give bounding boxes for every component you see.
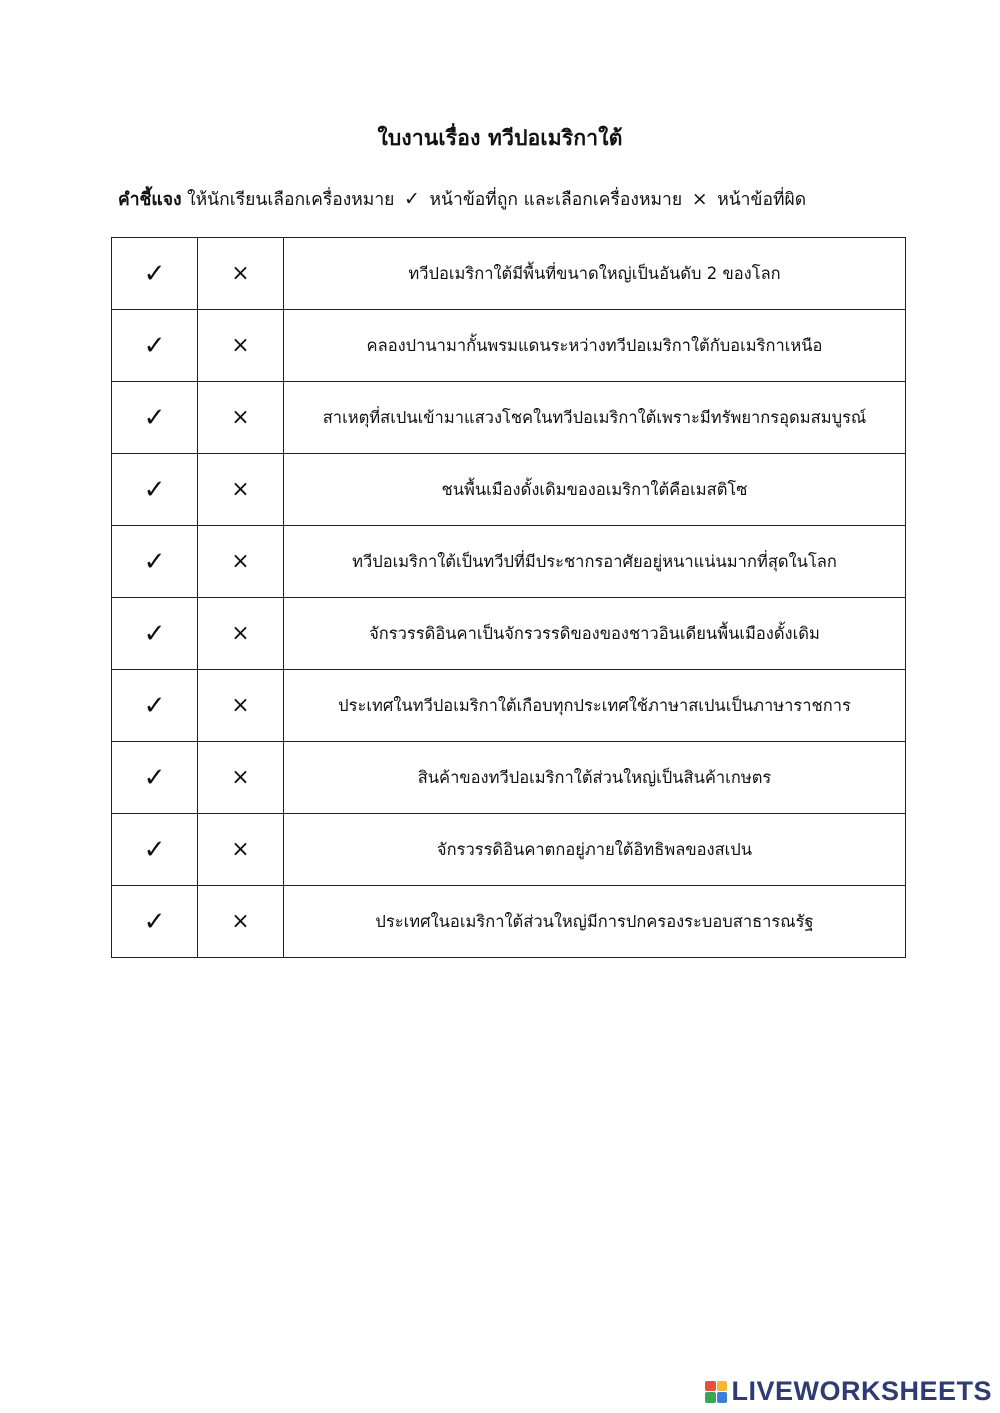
check-icon: ✓ (404, 188, 420, 210)
statement-text: สินค้าของทวีปอเมริกาใต้ส่วนใหญ่เป็นสินค้าเกษตร (284, 742, 906, 814)
table-row (112, 310, 906, 382)
check-option-icon[interactable]: ✓ (112, 742, 198, 814)
cross-option-icon[interactable]: × (198, 526, 284, 598)
statement-text: คลองปานามากั้นพรมแดนระหว่างทวีปอเมริกาใต้กับอเมริกาเหนือ (284, 310, 906, 382)
logo-square (705, 1381, 716, 1392)
statement-text: สาเหตุที่สเปนเข้ามาแสวงโชคในทวีปอเมริกาใต้เพราะมีทรัพยากรอุดมสมบูรณ์ (284, 382, 906, 454)
cross-option-icon[interactable]: × (198, 670, 284, 742)
instruction-line (118, 184, 898, 215)
instruction-text-1: ให้นักเรียนเลือกเครื่องหมาย (187, 190, 395, 210)
instruction-text-3: หน้าข้อที่ผิด (717, 190, 807, 210)
cross-icon: × (691, 188, 708, 210)
table-row (112, 670, 906, 742)
cross-option-icon[interactable]: × (198, 742, 284, 814)
cross-option-icon[interactable]: × (198, 886, 284, 958)
statement-text: จักรวรรดิอินคาเป็นจักรวรรดิของของชาวอินเดียนพื้นเมืองดั้งเดิม (284, 598, 906, 670)
table-row (112, 238, 906, 310)
liveworksheets-logo-icon (705, 1381, 727, 1403)
cross-option-icon[interactable]: × (198, 814, 284, 886)
cross-option-icon[interactable]: × (198, 598, 284, 670)
statement-text: จักรวรรดิอินคาตกอยู่ภายใต้อิทธิพลของสเปน (284, 814, 906, 886)
check-option-icon[interactable]: ✓ (112, 670, 198, 742)
check-option-icon[interactable]: ✓ (112, 814, 198, 886)
brand-name: LIVEWORKSHEETS (731, 1376, 992, 1406)
table-row (112, 526, 906, 598)
table-row (112, 598, 906, 670)
logo-square (717, 1381, 728, 1392)
check-option-icon[interactable]: ✓ (112, 238, 198, 310)
table-row (112, 454, 906, 526)
statement-text: ประเทศในทวีปอเมริกาใต้เกือบทุกประเทศใช้ภาษาสเปนเป็นภาษาราชการ (284, 670, 906, 742)
table-row (112, 742, 906, 814)
check-option-icon[interactable]: ✓ (112, 598, 198, 670)
cross-option-icon[interactable]: × (198, 382, 284, 454)
true-false-table (111, 237, 906, 958)
liveworksheets-brand (705, 1376, 992, 1407)
check-option-icon[interactable]: ✓ (112, 310, 198, 382)
instruction-text-2: หน้าข้อที่ถูก และเลือกเครื่องหมาย (429, 190, 683, 210)
table-row (112, 814, 906, 886)
cross-option-icon[interactable]: × (198, 454, 284, 526)
statement-text: ชนพื้นเมืองดั้งเดิมของอเมริกาใต้คือเมสติโซ (284, 454, 906, 526)
check-option-icon[interactable]: ✓ (112, 454, 198, 526)
check-option-icon[interactable]: ✓ (112, 382, 198, 454)
cross-option-icon[interactable]: × (198, 238, 284, 310)
instruction-label: คำชี้แจง (118, 190, 182, 210)
logo-square (717, 1392, 728, 1403)
statement-text: ทวีปอเมริกาใต้มีพื้นที่ขนาดใหญ่เป็นอันดับ 2 ของโลก (284, 238, 906, 310)
page-title: ใบงานเรื่อง ทวีปอเมริกาใต้ (377, 126, 623, 150)
statement-text: ทวีปอเมริกาใต้เป็นทวีปที่มีประชากรอาศัยอยู่หนาแน่นมากที่สุดในโลก (284, 526, 906, 598)
table-row (112, 886, 906, 958)
cross-option-icon[interactable]: × (198, 310, 284, 382)
table-row (112, 382, 906, 454)
statement-text: ประเทศในอเมริกาใต้ส่วนใหญ่มีการปกครองระบอบสาธารณรัฐ (284, 886, 906, 958)
logo-square (705, 1392, 716, 1403)
check-option-icon[interactable]: ✓ (112, 526, 198, 598)
check-option-icon[interactable]: ✓ (112, 886, 198, 958)
